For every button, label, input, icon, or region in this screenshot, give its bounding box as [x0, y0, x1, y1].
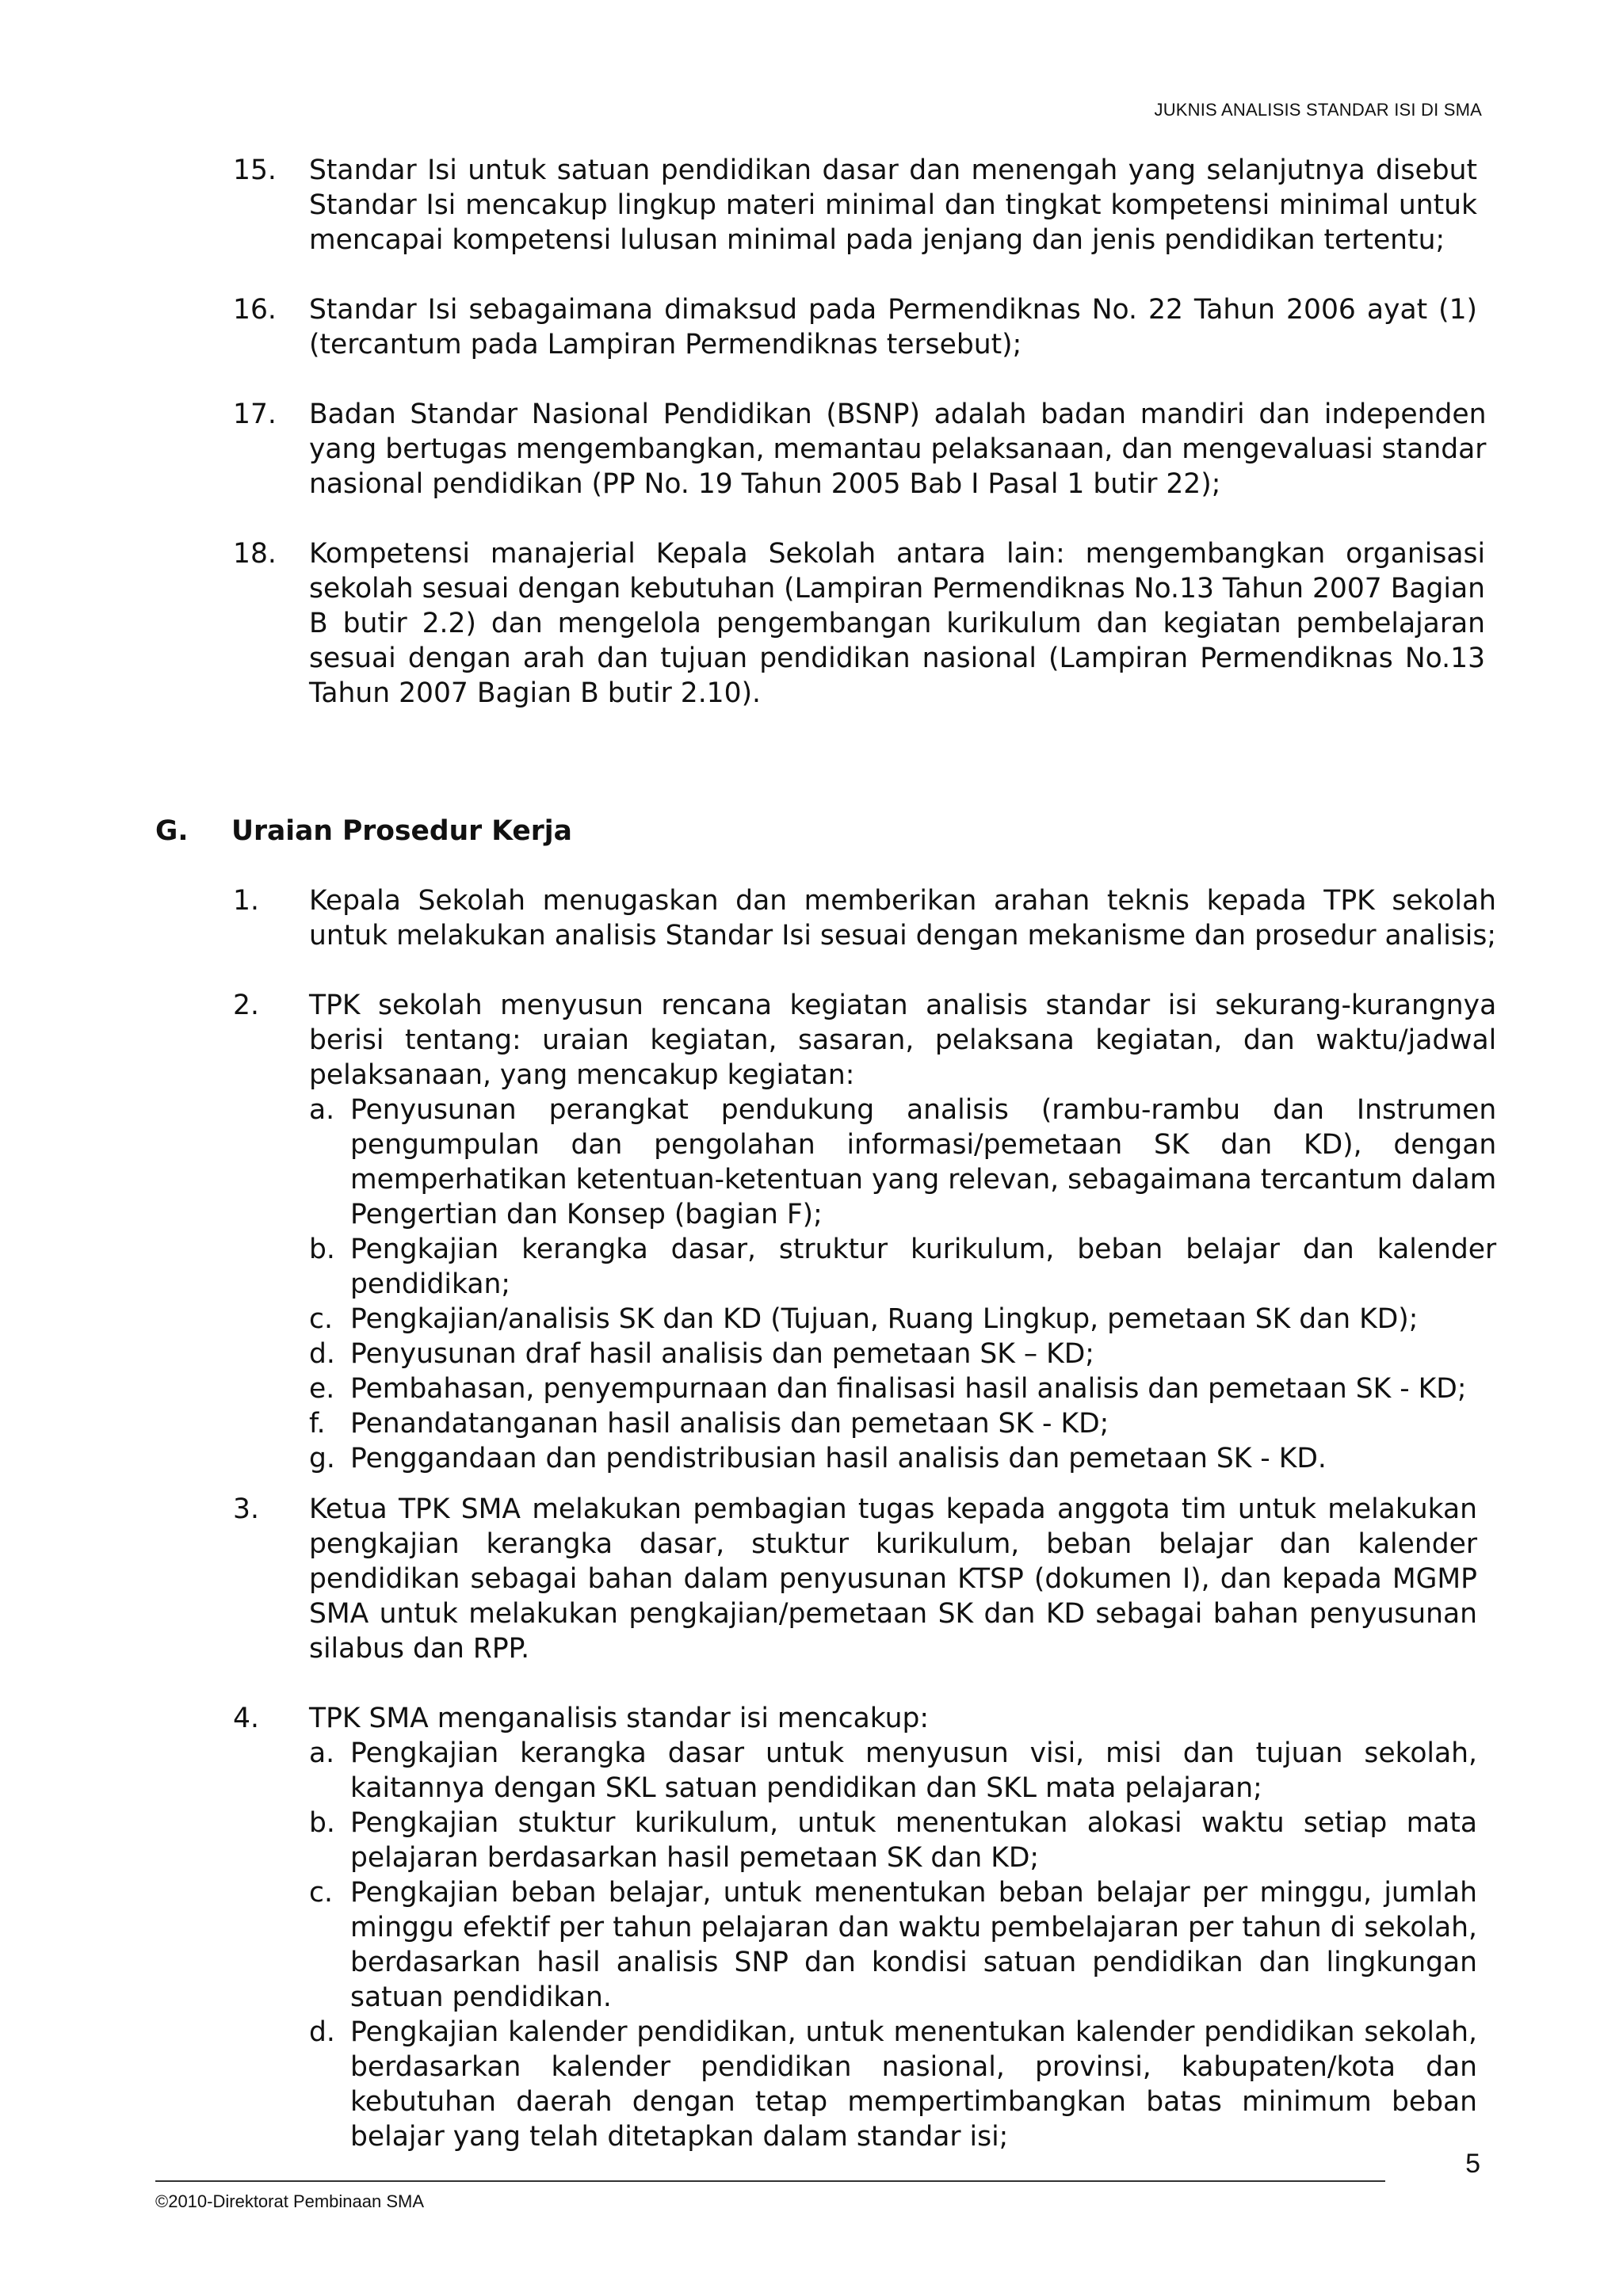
- sub-item: [309, 2015, 1477, 2154]
- item-number: 17.: [233, 399, 277, 430]
- sub-item-text: [350, 1337, 1496, 1371]
- text-line: satuan pendidikan.: [350, 1981, 612, 2013]
- text-line: Standar Isi untuk satuan pendidikan dasar dan menengah yang selanjutnya disebut: [309, 154, 1477, 186]
- sub-item-label: b.: [309, 1807, 335, 1839]
- list-item: [155, 292, 1477, 362]
- section-heading: [155, 814, 1477, 849]
- text-line: Standar Isi mencakup lingkup materi minimal dan tingkat kompetensi minimal untuk: [309, 189, 1477, 221]
- sub-item: [309, 1406, 1496, 1441]
- text-line: sesuai dengan arah dan tujuan pendidikan nasional (Lampiran Permendiknas No.13: [309, 643, 1486, 674]
- sub-item: [309, 1875, 1477, 2015]
- text-line: Pengkajian/analisis SK dan KD (Tujuan, Ruang Lingkup, pemetaan SK dan KD);: [350, 1303, 1419, 1335]
- item-number: 1.: [233, 885, 259, 917]
- sub-item-label: f.: [309, 1408, 326, 1440]
- sub-item-label: c.: [309, 1303, 333, 1335]
- sub-item-text: [350, 1736, 1477, 1806]
- sub-item: [309, 1337, 1496, 1371]
- page-body: [155, 153, 1497, 2170]
- procedures-list: [155, 883, 1497, 2154]
- sub-item-label: a.: [309, 1094, 335, 1126]
- sub-item: [309, 1232, 1496, 1302]
- text-line: berdasarkan kalender pendidikan nasional, provinsi, kabupaten/kota dan: [350, 2051, 1477, 2083]
- text-line: untuk melakukan analisis Standar Isi sesuai dengan mekanisme dan prosedur analisis;: [309, 920, 1496, 952]
- text-line: pendidikan;: [350, 1268, 510, 1300]
- item-text: [309, 1701, 1477, 2154]
- text-line: Pembahasan, penyempurnaan dan finalisasi hasil analisis dan pemetaan SK - KD;: [350, 1373, 1467, 1405]
- text-line: Pengkajian beban belajar, untuk menentukan beban belajar per minggu, jumlah: [350, 1877, 1477, 1909]
- item-text: [309, 536, 1485, 711]
- text-line: Penggandaan dan pendistribusian hasil analisis dan pemetaan SK - KD.: [350, 1443, 1327, 1474]
- text-line: SMA untuk melakukan pengkajian/pemetaan SK dan KD sebagai bahan penyusunan: [309, 1598, 1477, 1630]
- text-line: Pengkajian kerangka dasar, struktur kurikulum, beban belajar dan kalender: [350, 1234, 1497, 1265]
- item-text: [309, 988, 1496, 1476]
- item-text: [309, 292, 1477, 362]
- item-number: 3.: [233, 1493, 259, 1525]
- item-number: 15.: [233, 154, 277, 186]
- sub-item-text: [350, 1371, 1496, 1406]
- text-line: Pengkajian kalender pendidikan, untuk menentukan kalender pendidikan sekolah,: [350, 2016, 1477, 2048]
- sub-item-text: [350, 1406, 1496, 1441]
- text-line: Penyusunan perangkat pendukung analisis (rambu-rambu dan Instrumen: [350, 1094, 1497, 1126]
- footer-divider: [155, 2180, 1385, 2182]
- text-line: Pengkajian stuktur kurikulum, untuk menentukan alokasi waktu setiap mata: [350, 1807, 1477, 1839]
- sub-item: [309, 1371, 1496, 1406]
- list-item: [155, 153, 1477, 257]
- text-line: Penyusunan draf hasil analisis dan pemetaan SK – KD;: [350, 1338, 1094, 1370]
- text-line: TPK SMA menganalisis standar isi mencakup:: [309, 1703, 930, 1734]
- text-line: pengumpulan dan pengolahan informasi/pemetaan SK dan KD), dengan: [350, 1129, 1497, 1161]
- item-text: [309, 397, 1486, 502]
- item-number: 4.: [233, 1703, 259, 1734]
- text-line: silabus dan RPP.: [309, 1633, 530, 1665]
- text-line: memperhatikan ketentuan-ketentuan yang relevan, sebagaimana tercantum dalam: [350, 1164, 1497, 1196]
- text-line: Ketua TPK SMA melakukan pembagian tugas kepada anggota tim untuk melakukan: [309, 1493, 1477, 1525]
- text-line: TPK sekolah menyusun rencana kegiatan analisis standar isi sekurang-kurangnya: [309, 990, 1497, 1021]
- text-line: Kepala Sekolah menugaskan dan memberikan arahan teknis kepada TPK sekolah: [309, 885, 1496, 917]
- text-line: Pengertian dan Konsep (bagian F);: [350, 1199, 823, 1230]
- item-text: [309, 1492, 1477, 1666]
- sub-item-label: c.: [309, 1877, 333, 1909]
- item-text: [309, 883, 1496, 953]
- sub-item-text: [350, 1302, 1496, 1337]
- item-number: 2.: [233, 990, 259, 1021]
- text-line: Tahun 2007 Bagian B butir 2.10).: [309, 677, 762, 709]
- sub-item-text: [350, 1441, 1496, 1476]
- item-number: 16.: [233, 294, 277, 326]
- list-item: [155, 1492, 1477, 1666]
- text-line: pelajaran berdasarkan hasil pemetaan SK dan KD;: [350, 1842, 1040, 1874]
- sub-item-label: b.: [309, 1234, 335, 1265]
- sub-item: [309, 1736, 1477, 1806]
- sub-item-text: [350, 1875, 1477, 2015]
- text-line: kaitannya dengan SKL satuan pendidikan dan SKL mata pelajaran;: [350, 1772, 1262, 1804]
- sub-item: [309, 1806, 1477, 1875]
- footer-copyright: ©2010-Direktorat Pembinaan SMA: [155, 2191, 425, 2211]
- text-line: pelaksanaan, yang mencakup kegiatan:: [309, 1059, 855, 1091]
- text-line: Pengkajian kerangka dasar untuk menyusun visi, misi dan tujuan sekolah,: [350, 1737, 1477, 1769]
- text-line: (tercantum pada Lampiran Permendiknas tersebut);: [309, 329, 1022, 360]
- list-item: [155, 536, 1486, 711]
- sub-item-text: [350, 1806, 1477, 1875]
- item-text: [309, 153, 1477, 257]
- text-line: Penandatanganan hasil analisis dan pemetaan SK - KD;: [350, 1408, 1109, 1440]
- list-item: [155, 988, 1497, 1476]
- text-line: B butir 2.2) dan mengelola pengembangan kurikulum dan kegiatan pembelajaran: [309, 608, 1486, 639]
- running-header: JUKNIS ANALISIS STANDAR ISI DI SMA: [1154, 100, 1482, 120]
- text-line: yang bertugas mengembangkan, memantau pelaksanaan, dan mengevaluasi standar: [309, 433, 1487, 465]
- text-line: berisi tentang: uraian kegiatan, sasaran, pelaksana kegiatan, dan waktu/jadwal: [309, 1024, 1497, 1056]
- text-line: Badan Standar Nasional Pendidikan (BSNP) adalah badan mandiri dan independen: [309, 399, 1487, 430]
- list-item: [155, 883, 1496, 953]
- sub-item-label: d.: [309, 1338, 335, 1370]
- text-line: nasional pendidikan (PP No. 19 Tahun 2005 Bab I Pasal 1 butir 22);: [309, 468, 1221, 500]
- page-number: 5: [1465, 2149, 1480, 2179]
- text-line: mencapai kompetensi lulusan minimal pada jenjang dan jenis pendidikan tertentu;: [309, 224, 1445, 256]
- text-line: sekolah sesuai dengan kebutuhan (Lampiran Permendiknas No.13 Tahun 2007 Bagian: [309, 573, 1486, 605]
- definitions-list: [155, 153, 1487, 711]
- sub-item-text: [350, 2015, 1477, 2154]
- text-line: belajar yang telah ditetapkan dalam standar isi;: [350, 2121, 1009, 2153]
- list-item: [155, 397, 1487, 502]
- sub-item-label: g.: [309, 1443, 335, 1474]
- sub-item: [309, 1441, 1496, 1476]
- sub-item: [309, 1093, 1496, 1232]
- sub-item-text: [350, 1232, 1496, 1302]
- sub-item-label: d.: [309, 2016, 335, 2048]
- text-line: berdasarkan hasil analisis SNP dan kondisi satuan pendidikan dan lingkungan: [350, 1947, 1477, 1978]
- text-line: Kompetensi manajerial Kepala Sekolah antara lain: mengembangkan organisasi: [309, 538, 1486, 570]
- item-number: 18.: [233, 538, 277, 570]
- section-title: Uraian Prosedur Kerja: [231, 815, 572, 847]
- section-letter: G.: [155, 815, 189, 847]
- sub-item-label: a.: [309, 1737, 335, 1769]
- sub-item: [309, 1302, 1496, 1337]
- text-line: pengkajian kerangka dasar, stuktur kurikulum, beban belajar dan kalender: [309, 1528, 1477, 1560]
- text-line: pendidikan sebagai bahan dalam penyusunan KTSP (dokumen I), dan kepada MGMP: [309, 1563, 1477, 1595]
- text-line: Standar Isi sebagaimana dimaksud pada Permendiknas No. 22 Tahun 2006 ayat (1): [309, 294, 1477, 326]
- text-line: minggu efektif per tahun pelajaran dan waktu pembelajaran per tahun di sekolah,: [350, 1912, 1477, 1943]
- sub-item-label: e.: [309, 1373, 335, 1405]
- list-item: [155, 1701, 1477, 2154]
- text-line: kebutuhan daerah dengan tetap mempertimbangkan batas minimum beban: [350, 2086, 1477, 2118]
- sub-item-text: [350, 1093, 1496, 1232]
